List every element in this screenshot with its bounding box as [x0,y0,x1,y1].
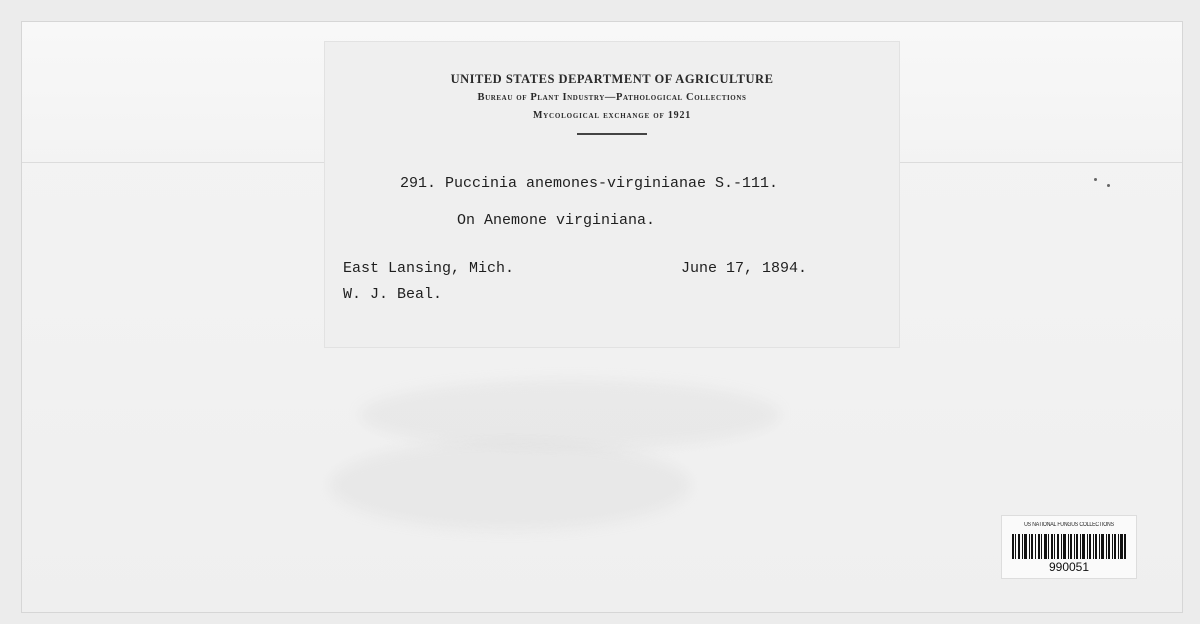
speck-mark [1094,178,1097,181]
barcode-number: 990051 [1048,560,1090,574]
collector-name: W. J. Beal. [343,286,443,303]
barcode-label [1002,516,1136,578]
species-name: 291. Puccinia anemones-virginianae S.-111. [400,175,779,192]
barcode-collection-title: US NATIONAL FUNGUS COLLECTIONS [1024,522,1114,528]
speck-mark-2 [1107,184,1110,187]
barcode-icon [1012,534,1126,559]
collection-locality: East Lansing, Mich. [343,260,515,277]
specimen-shadow-lower [330,440,690,530]
collection-date: June 17, 1894. [681,260,808,277]
specimen-shadow [360,380,780,450]
header-divider [577,133,647,135]
label-header-department: UNITED STATES DEPARTMENT OF AGRICULTURE [450,72,774,86]
specimen-label [325,42,899,347]
label-header-bureau: Bureau of Plant Industry—Pathological Collections [477,92,747,103]
host-plant: On Anemone virginiana. [457,212,656,229]
label-header-exchange: Mycological exchange of 1921 [532,110,692,121]
